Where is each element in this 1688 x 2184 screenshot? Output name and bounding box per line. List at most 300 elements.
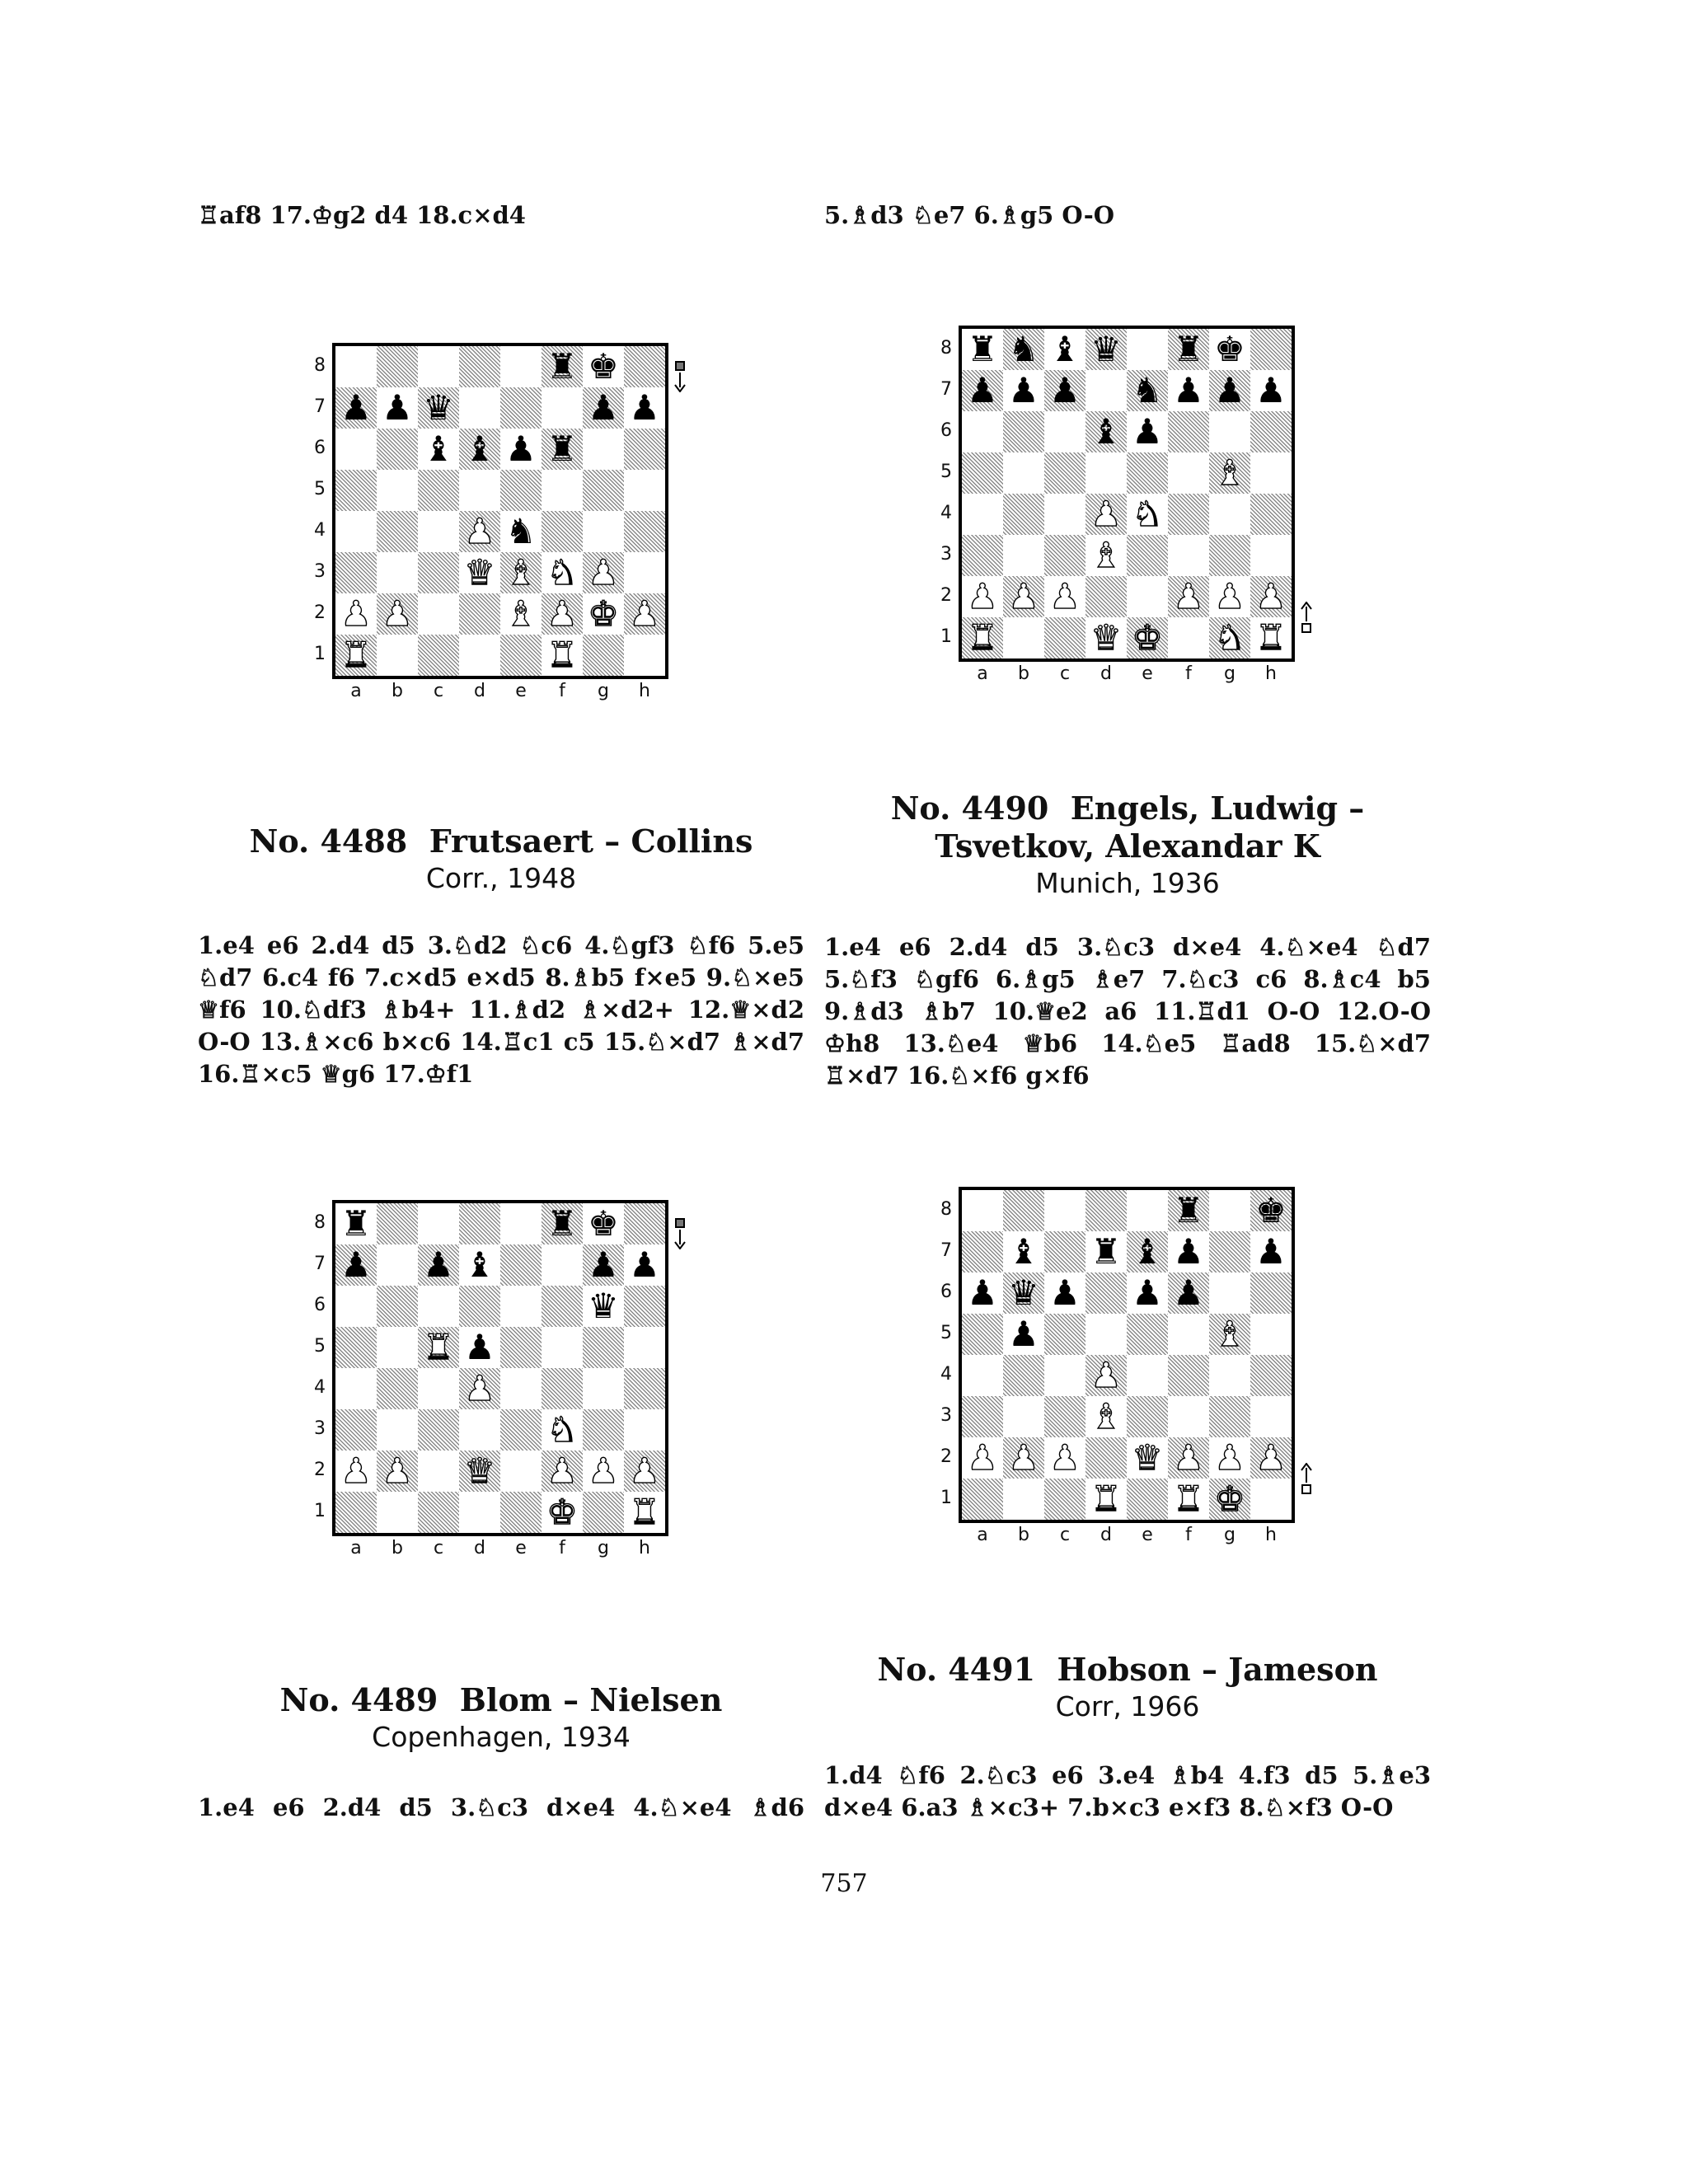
chessboard: [332, 1200, 668, 1536]
square-c4: [418, 1368, 459, 1409]
game-moves-4490: 1.e4 e6 2.d4 d5 3.♘c3 d×e4 4.♘×e4 ♘d7 5.♘f3 ♘gf6 6.♗g5 ♗e7 7.♘c3 c6 8.♗c4 b5 9.♗d3 ♗b7 10.♕e2 a6 11.♖d1 O-O 12.O-O ♔h8 13.♘e4 ♕b6 14.♘e5 ♖ad8 15.♘×d7 ♖×d7 16.♘×f6 g×f6: [824, 933, 1431, 1090]
game-moves-4488: 1.e4 e6 2.d4 d5 3.♘d2 ♘c6 4.♘gf3 ♘f6 5.e5 ♘d7 6.c4 f6 7.c×d5 e×d5 8.♗b5 f×e5 9.♘×e5 ♕f6 10.♘df3 ♗b4+ 11.♗d2 ♗×d2+ 12.♕×d2 O-O 13.♗×c6 b×c6 14.♖c1 c5 15.♘×d7 ♗×d7 16.♖×c5 ♕g6 17.♔f1: [198, 931, 804, 1088]
square-e5: [1127, 452, 1168, 494]
square-h1: [1250, 1479, 1292, 1520]
game-number: No. 4489: [279, 1681, 438, 1718]
square-h5: [624, 1327, 665, 1368]
square-f1: [542, 1492, 583, 1533]
square-f2: [542, 593, 583, 635]
file-label: f: [559, 681, 565, 701]
game-event: Corr., 1948: [425, 862, 577, 894]
square-d2: [1085, 576, 1127, 617]
square-b8: [377, 1203, 418, 1244]
square-d7: [459, 387, 500, 429]
square-a8: [335, 1203, 377, 1244]
square-f4: [1168, 1355, 1209, 1396]
square-g5: [583, 1327, 624, 1368]
rank-label: 6: [314, 438, 326, 458]
square-a8: [962, 329, 1003, 370]
square-f7: [542, 1244, 583, 1286]
square-g1: [583, 635, 624, 676]
square-b5: [377, 470, 418, 511]
square-h2: [624, 593, 665, 635]
square-c4: [1044, 1355, 1085, 1396]
square-b5: [1003, 452, 1044, 494]
square-b4: [1003, 1355, 1044, 1396]
square-d2: [1085, 1437, 1127, 1479]
square-b1: [1003, 617, 1044, 658]
square-f8: [542, 346, 583, 387]
square-b6: [377, 429, 418, 470]
black-pawn-icon: ♟: [1255, 1231, 1287, 1272]
rank-label: 5: [314, 479, 326, 499]
square-c5: [418, 470, 459, 511]
game-heading-4489: [198, 1681, 804, 1755]
file-label: a: [977, 1525, 988, 1545]
square-h3: [624, 552, 665, 593]
black-pawn-icon: ♟: [1049, 370, 1081, 410]
black-rook-icon: ♜: [1173, 1190, 1204, 1230]
white-pawn-icon: ♟: [588, 552, 619, 593]
black-rook-icon: ♜: [1173, 329, 1204, 369]
square-e4: [1127, 1355, 1168, 1396]
white-bishop-icon: ♝: [1090, 1396, 1122, 1436]
square-c3: [1044, 535, 1085, 576]
white-pawn-icon: ♟: [464, 1368, 495, 1408]
square-a7: [335, 387, 377, 429]
square-e6: [1127, 1272, 1168, 1314]
square-a8: [335, 346, 377, 387]
top-left-moves: ♖af8 17.♔g2 d4 18.c×d4: [198, 201, 526, 229]
white-pawn-icon: ♟: [340, 1451, 372, 1491]
black-rook-icon: ♜: [546, 429, 578, 469]
square-h4: [1250, 494, 1292, 535]
square-e2: [500, 593, 542, 635]
file-label: c: [1059, 1525, 1071, 1545]
square-a5: [335, 470, 377, 511]
black-king-icon: ♚: [588, 1203, 619, 1244]
white-pawn-icon: ♟: [1173, 576, 1204, 616]
square-a1: [335, 635, 377, 676]
square-a3: [962, 535, 1003, 576]
rank-label: 8: [940, 1199, 952, 1220]
square-e7: [1127, 370, 1168, 411]
white-rook-icon: ♜: [967, 617, 998, 658]
game-heading-4488: [198, 823, 804, 897]
square-c5: [1044, 452, 1085, 494]
square-e8: [1127, 1190, 1168, 1231]
white-pawn-icon: ♟: [629, 1451, 660, 1491]
square-d3: [459, 552, 500, 593]
chessboard: [959, 326, 1295, 662]
file-label: c: [1059, 663, 1071, 684]
square-g3: [583, 552, 624, 593]
square-h3: [624, 1409, 665, 1451]
square-h7: [1250, 1231, 1292, 1272]
rank-label: 7: [940, 1240, 952, 1261]
white-pawn-icon: ♟: [340, 593, 372, 634]
square-h3: [1250, 535, 1292, 576]
file-label: g: [1224, 663, 1236, 684]
white-knight-icon: ♞: [1132, 494, 1163, 534]
square-e8: [1127, 329, 1168, 370]
square-h2: [1250, 1437, 1292, 1479]
square-c3: [418, 552, 459, 593]
white-knight-icon: ♞: [1214, 617, 1245, 658]
square-h1: [624, 1492, 665, 1533]
square-h6: [1250, 1272, 1292, 1314]
game-number: No. 4488: [249, 823, 408, 860]
square-c7: [418, 387, 459, 429]
black-queen-icon: ♛: [423, 387, 454, 428]
file-label: d: [474, 1538, 485, 1558]
square-a3: [962, 1396, 1003, 1437]
square-f6: [542, 429, 583, 470]
square-f5: [1168, 1314, 1209, 1355]
square-h2: [1250, 576, 1292, 617]
square-d6: [459, 1286, 500, 1327]
square-c1: [418, 635, 459, 676]
square-g7: [583, 387, 624, 429]
game-heading-4490: [824, 790, 1431, 902]
black-pawn-icon: ♟: [505, 429, 537, 469]
square-e8: [500, 1203, 542, 1244]
square-b4: [1003, 494, 1044, 535]
square-h8: [1250, 1190, 1292, 1231]
square-d4: [1085, 494, 1127, 535]
file-label: e: [1142, 663, 1153, 684]
white-pawn-icon: ♟: [546, 593, 578, 634]
black-pawn-icon: ♟: [588, 387, 619, 428]
square-b6: [1003, 411, 1044, 452]
square-f4: [542, 1368, 583, 1409]
square-d6: [1085, 1272, 1127, 1314]
square-b7: [1003, 370, 1044, 411]
white-to-move-icon: [1301, 602, 1314, 635]
square-f6: [1168, 1272, 1209, 1314]
rank-label: 7: [940, 379, 952, 400]
white-pawn-icon: ♟: [382, 593, 413, 634]
black-bishop-icon: ♝: [1090, 411, 1122, 452]
square-b3: [377, 552, 418, 593]
square-g8: [583, 346, 624, 387]
file-label: g: [598, 1538, 609, 1558]
square-b7: [377, 387, 418, 429]
white-queen-icon: ♛: [464, 1451, 495, 1491]
square-b2: [377, 1451, 418, 1492]
square-c4: [418, 511, 459, 552]
square-a7: [962, 370, 1003, 411]
square-c6: [418, 429, 459, 470]
black-queen-icon: ♛: [1090, 329, 1122, 369]
game-event: Munich, 1936: [1035, 867, 1220, 899]
square-c7: [1044, 1231, 1085, 1272]
square-f1: [542, 635, 583, 676]
square-e4: [1127, 494, 1168, 535]
square-h7: [1250, 370, 1292, 411]
white-bishop-icon: ♝: [505, 552, 537, 593]
square-e3: [500, 552, 542, 593]
chessboard: [959, 1187, 1295, 1523]
black-knight-icon: ♞: [505, 511, 537, 551]
black-king-icon: ♚: [1214, 329, 1245, 369]
square-a6: [962, 1272, 1003, 1314]
square-b3: [1003, 535, 1044, 576]
square-e5: [500, 470, 542, 511]
black-pawn-icon: ♟: [1173, 370, 1204, 410]
black-bishop-icon: ♝: [464, 1244, 495, 1285]
square-f7: [1168, 370, 1209, 411]
black-knight-icon: ♞: [1132, 370, 1163, 410]
white-rook-icon: ♜: [1173, 1479, 1204, 1519]
square-d8: [1085, 329, 1127, 370]
rank-label: 7: [314, 396, 326, 417]
white-queen-icon: ♛: [1132, 1437, 1163, 1478]
white-pawn-icon: ♟: [1049, 576, 1081, 616]
black-to-move-icon: [674, 1218, 687, 1251]
square-b1: [1003, 1479, 1044, 1520]
square-b3: [377, 1409, 418, 1451]
square-d1: [459, 635, 500, 676]
black-pawn-icon: ♟: [464, 1327, 495, 1367]
white-pawn-icon: ♟: [1214, 576, 1245, 616]
square-f1: [1168, 1479, 1209, 1520]
black-rook-icon: ♜: [340, 1203, 372, 1244]
square-d7: [1085, 1231, 1127, 1272]
square-e7: [500, 387, 542, 429]
square-g5: [583, 470, 624, 511]
white-king-icon: ♚: [546, 1492, 578, 1532]
rank-label: 4: [940, 1364, 952, 1385]
white-rook-icon: ♜: [546, 635, 578, 675]
black-bishop-icon: ♝: [464, 429, 495, 469]
square-g4: [1209, 1355, 1250, 1396]
square-g2: [1209, 1437, 1250, 1479]
square-c8: [1044, 329, 1085, 370]
square-d2: [459, 593, 500, 635]
rank-label: 8: [940, 338, 952, 359]
square-a5: [962, 452, 1003, 494]
rank-label: 8: [314, 1212, 326, 1233]
square-f8: [1168, 1190, 1209, 1231]
square-c1: [1044, 617, 1085, 658]
black-pawn-icon: ♟: [1049, 1272, 1081, 1313]
white-king-icon: ♚: [1132, 617, 1163, 658]
game-title: [198, 823, 804, 860]
square-g5: [1209, 452, 1250, 494]
square-g3: [1209, 1396, 1250, 1437]
file-label: e: [515, 681, 527, 701]
square-e2: [500, 1451, 542, 1492]
white-rook-icon: ♜: [423, 1327, 454, 1367]
black-pawn-icon: ♟: [1173, 1272, 1204, 1313]
square-d4: [459, 511, 500, 552]
game-players: Hobson – Jameson: [1057, 1651, 1378, 1688]
white-pawn-icon: ♟: [967, 576, 998, 616]
file-label: d: [1100, 663, 1112, 684]
square-f8: [542, 1203, 583, 1244]
square-a1: [962, 1479, 1003, 1520]
rank-label: 3: [940, 544, 952, 565]
square-f5: [542, 1327, 583, 1368]
square-c4: [1044, 494, 1085, 535]
white-pawn-icon: ♟: [1090, 1355, 1122, 1395]
square-g3: [1209, 535, 1250, 576]
square-f4: [542, 511, 583, 552]
black-pawn-icon: ♟: [382, 387, 413, 428]
rank-label: 2: [940, 1446, 952, 1467]
square-f2: [1168, 1437, 1209, 1479]
square-h8: [1250, 329, 1292, 370]
square-g6: [1209, 411, 1250, 452]
square-g1: [1209, 1479, 1250, 1520]
square-a2: [335, 1451, 377, 1492]
square-h4: [624, 1368, 665, 1409]
white-pawn-icon: ♟: [1008, 1437, 1039, 1478]
white-rook-icon: ♜: [1255, 617, 1287, 658]
square-f7: [1168, 1231, 1209, 1272]
square-b8: [1003, 329, 1044, 370]
square-a6: [335, 429, 377, 470]
black-rook-icon: ♜: [967, 329, 998, 369]
square-g6: [583, 1286, 624, 1327]
file-label: b: [1018, 663, 1029, 684]
square-c5: [418, 1327, 459, 1368]
square-f7: [542, 387, 583, 429]
black-pawn-icon: ♟: [967, 370, 998, 410]
file-label: f: [1185, 1525, 1192, 1545]
square-d5: [459, 470, 500, 511]
square-a7: [335, 1244, 377, 1286]
square-g2: [1209, 576, 1250, 617]
white-queen-icon: ♛: [1090, 617, 1122, 658]
white-bishop-icon: ♝: [505, 593, 537, 634]
black-pawn-icon: ♟: [629, 1244, 660, 1285]
square-g6: [1209, 1272, 1250, 1314]
square-c7: [418, 1244, 459, 1286]
file-label: c: [433, 1538, 444, 1558]
square-a1: [335, 1492, 377, 1533]
black-pawn-icon: ♟: [1132, 1272, 1163, 1313]
square-h1: [1250, 617, 1292, 658]
square-c3: [1044, 1396, 1085, 1437]
game-number: No. 4490: [890, 790, 1049, 827]
file-label: e: [1142, 1525, 1153, 1545]
square-h7: [624, 387, 665, 429]
square-a3: [335, 552, 377, 593]
square-h8: [624, 346, 665, 387]
square-f8: [1168, 329, 1209, 370]
square-d1: [459, 1492, 500, 1533]
square-b6: [377, 1286, 418, 1327]
white-pawn-icon: ♟: [1049, 1437, 1081, 1478]
file-label: h: [639, 681, 650, 701]
square-c8: [418, 1203, 459, 1244]
rank-label: 6: [940, 420, 952, 441]
rank-label: 3: [314, 561, 326, 582]
black-pawn-icon: ♟: [967, 1272, 998, 1313]
rank-label: 2: [314, 1460, 326, 1480]
square-c7: [1044, 370, 1085, 411]
square-e4: [500, 1368, 542, 1409]
square-f2: [542, 1451, 583, 1492]
square-h7: [624, 1244, 665, 1286]
square-e3: [1127, 1396, 1168, 1437]
square-d1: [1085, 617, 1127, 658]
square-e2: [1127, 1437, 1168, 1479]
white-pawn-icon: ♟: [1255, 576, 1287, 616]
page-number: 757: [820, 1869, 868, 1898]
square-c1: [1044, 1479, 1085, 1520]
white-rook-icon: ♜: [1090, 1479, 1122, 1519]
square-b1: [377, 1492, 418, 1533]
square-e6: [500, 429, 542, 470]
black-queen-icon: ♛: [1008, 1272, 1039, 1313]
square-d4: [1085, 1355, 1127, 1396]
white-queen-icon: ♛: [464, 552, 495, 593]
square-c3: [418, 1409, 459, 1451]
square-d6: [459, 429, 500, 470]
square-c6: [1044, 411, 1085, 452]
game-title: [824, 790, 1431, 865]
white-pawn-icon: ♟: [1214, 1437, 1245, 1478]
square-f4: [1168, 494, 1209, 535]
square-e4: [500, 511, 542, 552]
black-pawn-icon: ♟: [1008, 1314, 1039, 1354]
square-b8: [1003, 1190, 1044, 1231]
square-h6: [1250, 411, 1292, 452]
square-g1: [583, 1492, 624, 1533]
square-b5: [377, 1327, 418, 1368]
square-e5: [500, 1327, 542, 1368]
square-e7: [500, 1244, 542, 1286]
square-a4: [335, 1368, 377, 1409]
square-h5: [1250, 452, 1292, 494]
square-g2: [583, 1451, 624, 1492]
square-d5: [459, 1327, 500, 1368]
square-f6: [1168, 411, 1209, 452]
square-a2: [335, 593, 377, 635]
game-players: Blom – Nielsen: [459, 1681, 723, 1718]
file-label: f: [559, 1538, 565, 1558]
white-king-icon: ♚: [1214, 1479, 1245, 1519]
square-c2: [418, 1451, 459, 1492]
rank-label: 5: [314, 1336, 326, 1357]
square-f5: [542, 470, 583, 511]
square-b7: [377, 1244, 418, 1286]
white-pawn-icon: ♟: [1255, 1437, 1287, 1478]
white-bishop-icon: ♝: [1214, 1314, 1245, 1354]
black-bishop-icon: ♝: [1008, 1231, 1039, 1272]
square-f6: [542, 1286, 583, 1327]
white-pawn-icon: ♟: [382, 1451, 413, 1491]
square-g8: [583, 1203, 624, 1244]
black-king-icon: ♚: [1255, 1190, 1287, 1230]
square-h5: [624, 470, 665, 511]
game-number: No. 4491: [877, 1651, 1036, 1688]
rank-label: 1: [940, 1488, 952, 1508]
square-b7: [1003, 1231, 1044, 1272]
black-pawn-icon: ♟: [1173, 1231, 1204, 1272]
square-h4: [1250, 1355, 1292, 1396]
square-a5: [962, 1314, 1003, 1355]
square-g4: [1209, 494, 1250, 535]
chessboard: [332, 343, 668, 679]
square-a4: [962, 494, 1003, 535]
square-b8: [377, 346, 418, 387]
game-heading-4491: [824, 1651, 1431, 1725]
rank-label: 4: [940, 503, 952, 523]
